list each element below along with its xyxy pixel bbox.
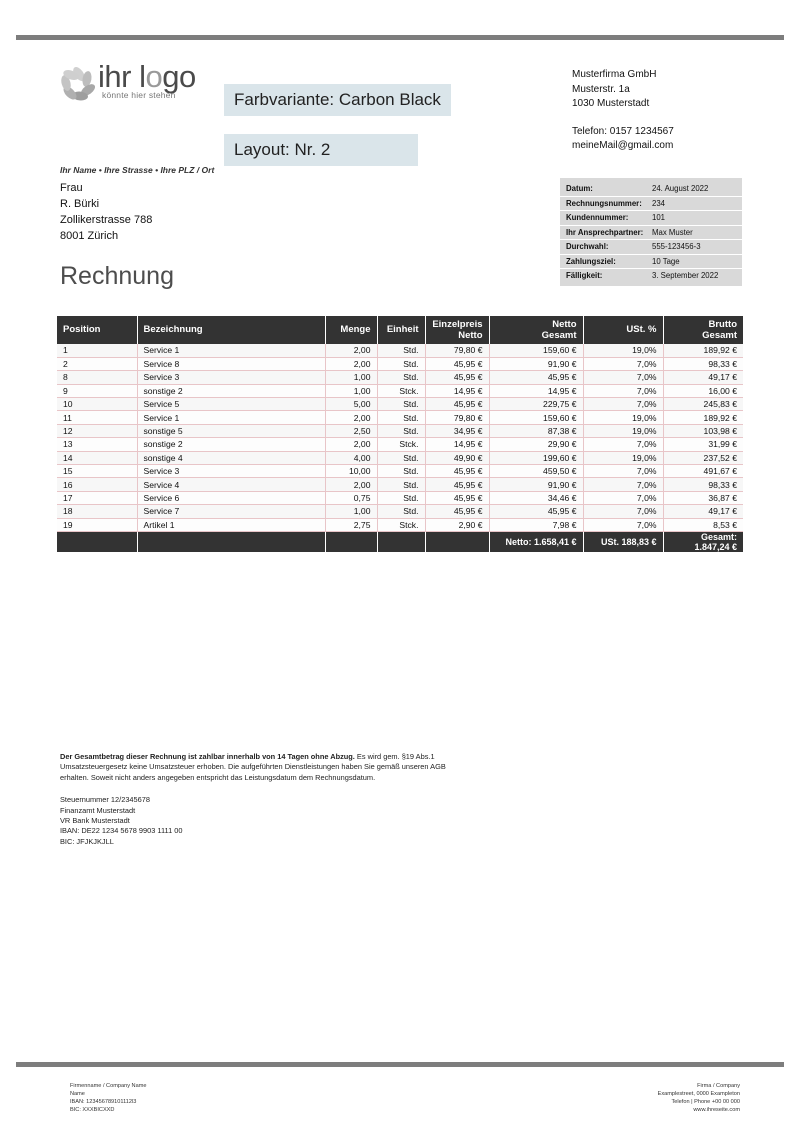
table-cell: Service 1	[137, 344, 325, 357]
table-row	[57, 411, 743, 424]
table-cell: 2,90 €	[425, 518, 489, 531]
table-cell: 229,75 €	[489, 398, 583, 411]
table-cell: Artikel 1	[137, 518, 325, 531]
table-cell: Std.	[377, 398, 425, 411]
logo-word-part3: go	[162, 59, 196, 94]
column-header: Menge	[325, 316, 377, 344]
table-cell: 7,0%	[583, 371, 663, 384]
table-cell: 10,00	[325, 465, 377, 478]
meta-row	[560, 268, 742, 283]
column-header: Netto Gesamt	[489, 316, 583, 344]
table-cell: 19,0%	[583, 411, 663, 424]
totals-blank-1	[57, 531, 137, 552]
table-cell: 0,75	[325, 491, 377, 504]
table-row	[57, 465, 743, 478]
table-cell: 7,0%	[583, 491, 663, 504]
table-cell: Std.	[377, 411, 425, 424]
table-cell: 2,00	[325, 344, 377, 357]
footer-left-line3: IBAN: 123456789101112l3	[70, 1099, 137, 1105]
table-cell: 7,0%	[583, 465, 663, 478]
column-header: Position	[57, 316, 137, 344]
footer-right-line4: www.ihreseite.com	[693, 1107, 740, 1113]
table-cell: 45,95 €	[425, 491, 489, 504]
table-cell: Service 3	[137, 465, 325, 478]
table-cell: 1,00	[325, 384, 377, 397]
table-cell: 13	[57, 438, 137, 451]
table-cell: 45,95 €	[425, 357, 489, 370]
table-cell: 7,0%	[583, 398, 663, 411]
tax-office: Finanzamt Musterstadt	[60, 805, 136, 815]
table-row	[57, 398, 743, 411]
tax-number: Steuernummer 12/2345678	[60, 795, 150, 805]
footer-left-block	[70, 1082, 146, 1114]
meta-key: Rechnungsnummer:	[566, 198, 642, 208]
totals-blank-2	[137, 531, 325, 552]
table-cell: 87,38 €	[489, 424, 583, 437]
footer-right-line3: Telefon | Phone +00 00 000	[671, 1099, 740, 1105]
sender-line: Ihr Name • Ihre Strasse • Ihre PLZ / Ort	[60, 165, 215, 175]
total-gesamt: Gesamt: 1.847,24 €	[663, 531, 743, 552]
table-cell: 45,95 €	[425, 478, 489, 491]
table-cell: Service 3	[137, 371, 325, 384]
table-cell: 18	[57, 505, 137, 518]
table-cell: Std.	[377, 465, 425, 478]
table-cell: Std.	[377, 491, 425, 504]
logo-word-part1: ihr l	[98, 59, 146, 94]
table-cell: sonstige 2	[137, 438, 325, 451]
recipient-salutation: Frau	[60, 182, 83, 194]
table-cell: Service 1	[137, 411, 325, 424]
table-cell: 11	[57, 411, 137, 424]
color-variant-badge: Farbvariante: Carbon Black	[224, 84, 451, 116]
table-header-row	[57, 316, 743, 344]
table-cell: Std.	[377, 451, 425, 464]
table-cell: 19,0%	[583, 424, 663, 437]
table-cell: 49,90 €	[425, 451, 489, 464]
footer-right-line2: Examplestreet, 0000 Exampleton	[657, 1091, 740, 1097]
table-cell: Std.	[377, 371, 425, 384]
table-row	[57, 384, 743, 397]
table-row	[57, 491, 743, 504]
table-cell: sonstige 2	[137, 384, 325, 397]
footer-left-line4: BIC: XXXBICXXD	[70, 1107, 115, 1113]
table-totals	[57, 531, 743, 552]
table-cell: 98,33 €	[663, 478, 743, 491]
company-name: Musterfirma GmbH	[572, 69, 657, 80]
table-cell: 16,00 €	[663, 384, 743, 397]
footer-rule	[16, 1062, 784, 1067]
table-row	[57, 438, 743, 451]
table-cell: 2,50	[325, 424, 377, 437]
meta-row	[560, 181, 742, 196]
company-email: meineMail@gmail.com	[572, 140, 674, 151]
payment-terms	[60, 752, 460, 847]
table-cell: 7,0%	[583, 518, 663, 531]
table-cell: 49,17 €	[663, 371, 743, 384]
table-cell: 15	[57, 465, 137, 478]
company-phone: Telefon: 0157 1234567	[572, 125, 674, 137]
table-cell: 7,0%	[583, 438, 663, 451]
table-cell: 159,60 €	[489, 344, 583, 357]
line-items-table	[57, 316, 743, 552]
spacer	[572, 112, 674, 125]
table-cell: Std.	[377, 478, 425, 491]
table-cell: 91,90 €	[489, 357, 583, 370]
terms-lead: Der Gesamtbetrag dieser Rechnung ist zahlbar innerhalb von 14 Tagen ohne Abzug.	[60, 752, 355, 761]
meta-row	[560, 254, 742, 269]
table-cell: 19,0%	[583, 344, 663, 357]
table-row	[57, 478, 743, 491]
table-cell: 2,00	[325, 478, 377, 491]
table-cell: 16	[57, 478, 137, 491]
table-row	[57, 371, 743, 384]
invoice-meta-table	[560, 178, 742, 286]
meta-value: 555-123456-3	[652, 242, 701, 252]
table-cell: 7,0%	[583, 384, 663, 397]
table-cell: 19,0%	[583, 451, 663, 464]
table-cell: 5,00	[325, 398, 377, 411]
table-cell: Service 4	[137, 478, 325, 491]
column-header: Einheit	[377, 316, 425, 344]
table-cell: Std.	[377, 424, 425, 437]
meta-value: 10 Tage	[652, 256, 680, 266]
header-rule	[16, 35, 784, 40]
table-cell: 1	[57, 344, 137, 357]
table-row	[57, 505, 743, 518]
table-cell: sonstige 5	[137, 424, 325, 437]
table-cell: 34,46 €	[489, 491, 583, 504]
table-cell: 14,95 €	[425, 438, 489, 451]
table-cell: 79,80 €	[425, 411, 489, 424]
meta-key: Kundennummer:	[566, 213, 629, 223]
table-cell: 491,67 €	[663, 465, 743, 478]
meta-value: Max Muster	[652, 227, 693, 237]
table-cell: 14,95 €	[489, 384, 583, 397]
table-cell: 34,95 €	[425, 424, 489, 437]
table-cell: 1,00	[325, 371, 377, 384]
column-header: Bezeichnung	[137, 316, 325, 344]
table-cell: 245,83 €	[663, 398, 743, 411]
footer-right-line1: Firma / Company	[697, 1083, 740, 1089]
table-cell: Std.	[377, 505, 425, 518]
terms-body: Es wird gem. §19 Abs.1 Umsatzsteuergesetz keine Umsatzsteuer erhoben. Die aufgeführten Dienstleistungen haben Sie gemäß unseren AGB erhalten. Soweit nicht anders angegeben entspricht das Leistungsdatum dem Rechnungsdatum.	[60, 752, 446, 782]
table-row	[57, 518, 743, 531]
table-cell: 8,53 €	[663, 518, 743, 531]
table-cell: 36,87 €	[663, 491, 743, 504]
flower-logo-icon	[60, 66, 98, 106]
table-cell: Stck.	[377, 518, 425, 531]
bank-iban: IBAN: DE22 1234 5678 9903 1111 00	[60, 826, 183, 836]
table-cell: 237,52 €	[663, 451, 743, 464]
bank-bic: BIC: JFJKJKJLL	[60, 836, 114, 846]
meta-key: Fälligkeit:	[566, 271, 603, 281]
company-street: Musterstr. 1a	[572, 83, 630, 95]
table-cell: 2,00	[325, 357, 377, 370]
table-cell: 14,95 €	[425, 384, 489, 397]
document-title: Rechnung	[60, 262, 174, 290]
recipient-address	[60, 180, 152, 244]
footer-left-line2: Name	[70, 1091, 85, 1097]
layout-badge: Layout: Nr. 2	[224, 134, 418, 166]
table-body	[57, 344, 743, 531]
logo-word-part2: o	[145, 59, 163, 94]
footer-right-block	[658, 1082, 740, 1114]
table-cell: 45,95 €	[425, 371, 489, 384]
table-cell: 2,00	[325, 411, 377, 424]
table-cell: 45,95 €	[425, 465, 489, 478]
table-row	[57, 451, 743, 464]
logo-subtitle: könnte hier stehen	[102, 90, 176, 100]
table-cell: 12	[57, 424, 137, 437]
meta-value: 101	[652, 213, 666, 223]
table-cell: 19	[57, 518, 137, 531]
table-cell: Service 7	[137, 505, 325, 518]
table-cell: 45,95 €	[425, 505, 489, 518]
meta-row	[560, 210, 742, 225]
footer-left-line1: Firmenname / Company Name	[70, 1083, 147, 1089]
table-cell: 7,0%	[583, 357, 663, 370]
table-row	[57, 357, 743, 370]
table-cell: 79,80 €	[425, 344, 489, 357]
table-cell: 2,00	[325, 438, 377, 451]
column-header: Einzelpreis Netto	[425, 316, 489, 344]
table-header	[57, 316, 743, 344]
total-ust: USt. 188,83 €	[583, 531, 663, 552]
table-cell: 29,90 €	[489, 438, 583, 451]
column-header: USt. %	[583, 316, 663, 344]
bank-name: VR Bank Musterstadt	[60, 816, 130, 826]
table-cell: 45,95 €	[425, 398, 489, 411]
table-cell: sonstige 4	[137, 451, 325, 464]
table-cell: 189,92 €	[663, 344, 743, 357]
table-cell: 98,33 €	[663, 357, 743, 370]
table-cell: 2,75	[325, 518, 377, 531]
total-netto: Netto: 1.658,41 €	[489, 531, 583, 552]
table-row	[57, 344, 743, 357]
table-row	[57, 424, 743, 437]
table-cell: Std.	[377, 344, 425, 357]
table-cell: 45,95 €	[489, 371, 583, 384]
meta-value: 3. September 2022	[652, 271, 719, 281]
table-cell: Service 5	[137, 398, 325, 411]
company-info	[572, 68, 674, 154]
meta-key: Datum:	[566, 183, 593, 193]
logo-wordmark	[98, 60, 218, 94]
table-cell: 159,60 €	[489, 411, 583, 424]
meta-row	[560, 239, 742, 254]
table-cell: 91,90 €	[489, 478, 583, 491]
table-cell: Service 6	[137, 491, 325, 504]
totals-blank-4	[377, 531, 425, 552]
meta-row	[560, 196, 742, 211]
meta-key: Ihr Ansprechpartner:	[566, 227, 644, 237]
table-cell: Service 8	[137, 357, 325, 370]
table-cell: 45,95 €	[489, 505, 583, 518]
table-cell: 7,0%	[583, 505, 663, 518]
recipient-name: R. Bürki	[60, 198, 100, 210]
meta-key: Zahlungsziel:	[566, 256, 616, 266]
table-cell: 49,17 €	[663, 505, 743, 518]
table-cell: 10	[57, 398, 137, 411]
meta-value: 24. August 2022	[652, 183, 709, 193]
table-cell: 9	[57, 384, 137, 397]
table-cell: Std.	[377, 357, 425, 370]
table-cell: 7,0%	[583, 478, 663, 491]
table-cell: 8	[57, 371, 137, 384]
table-cell: 4,00	[325, 451, 377, 464]
table-cell: 189,92 €	[663, 411, 743, 424]
table-cell: Stck.	[377, 384, 425, 397]
meta-value: 234	[652, 198, 666, 208]
totals-blank-5	[425, 531, 489, 552]
column-header: Brutto Gesamt	[663, 316, 743, 344]
table-cell: Stck.	[377, 438, 425, 451]
table-cell: 103,98 €	[663, 424, 743, 437]
table-cell: 1,00	[325, 505, 377, 518]
company-city: 1030 Musterstadt	[572, 98, 650, 109]
logo	[60, 60, 220, 118]
table-cell: 2	[57, 357, 137, 370]
table-cell: 459,50 €	[489, 465, 583, 478]
table-cell: 14	[57, 451, 137, 464]
table-cell: 17	[57, 491, 137, 504]
totals-blank-3	[325, 531, 377, 552]
table-cell: 7,98 €	[489, 518, 583, 531]
bank-details	[60, 795, 460, 847]
totals-row	[57, 531, 743, 552]
meta-key: Durchwahl:	[566, 242, 609, 252]
meta-row	[560, 225, 742, 240]
logo-word	[98, 60, 218, 94]
recipient-city: 8001 Zürich	[60, 230, 119, 242]
table-cell: 199,60 €	[489, 451, 583, 464]
recipient-street: Zollikerstrasse 788	[60, 214, 153, 226]
table-cell: 31,99 €	[663, 438, 743, 451]
